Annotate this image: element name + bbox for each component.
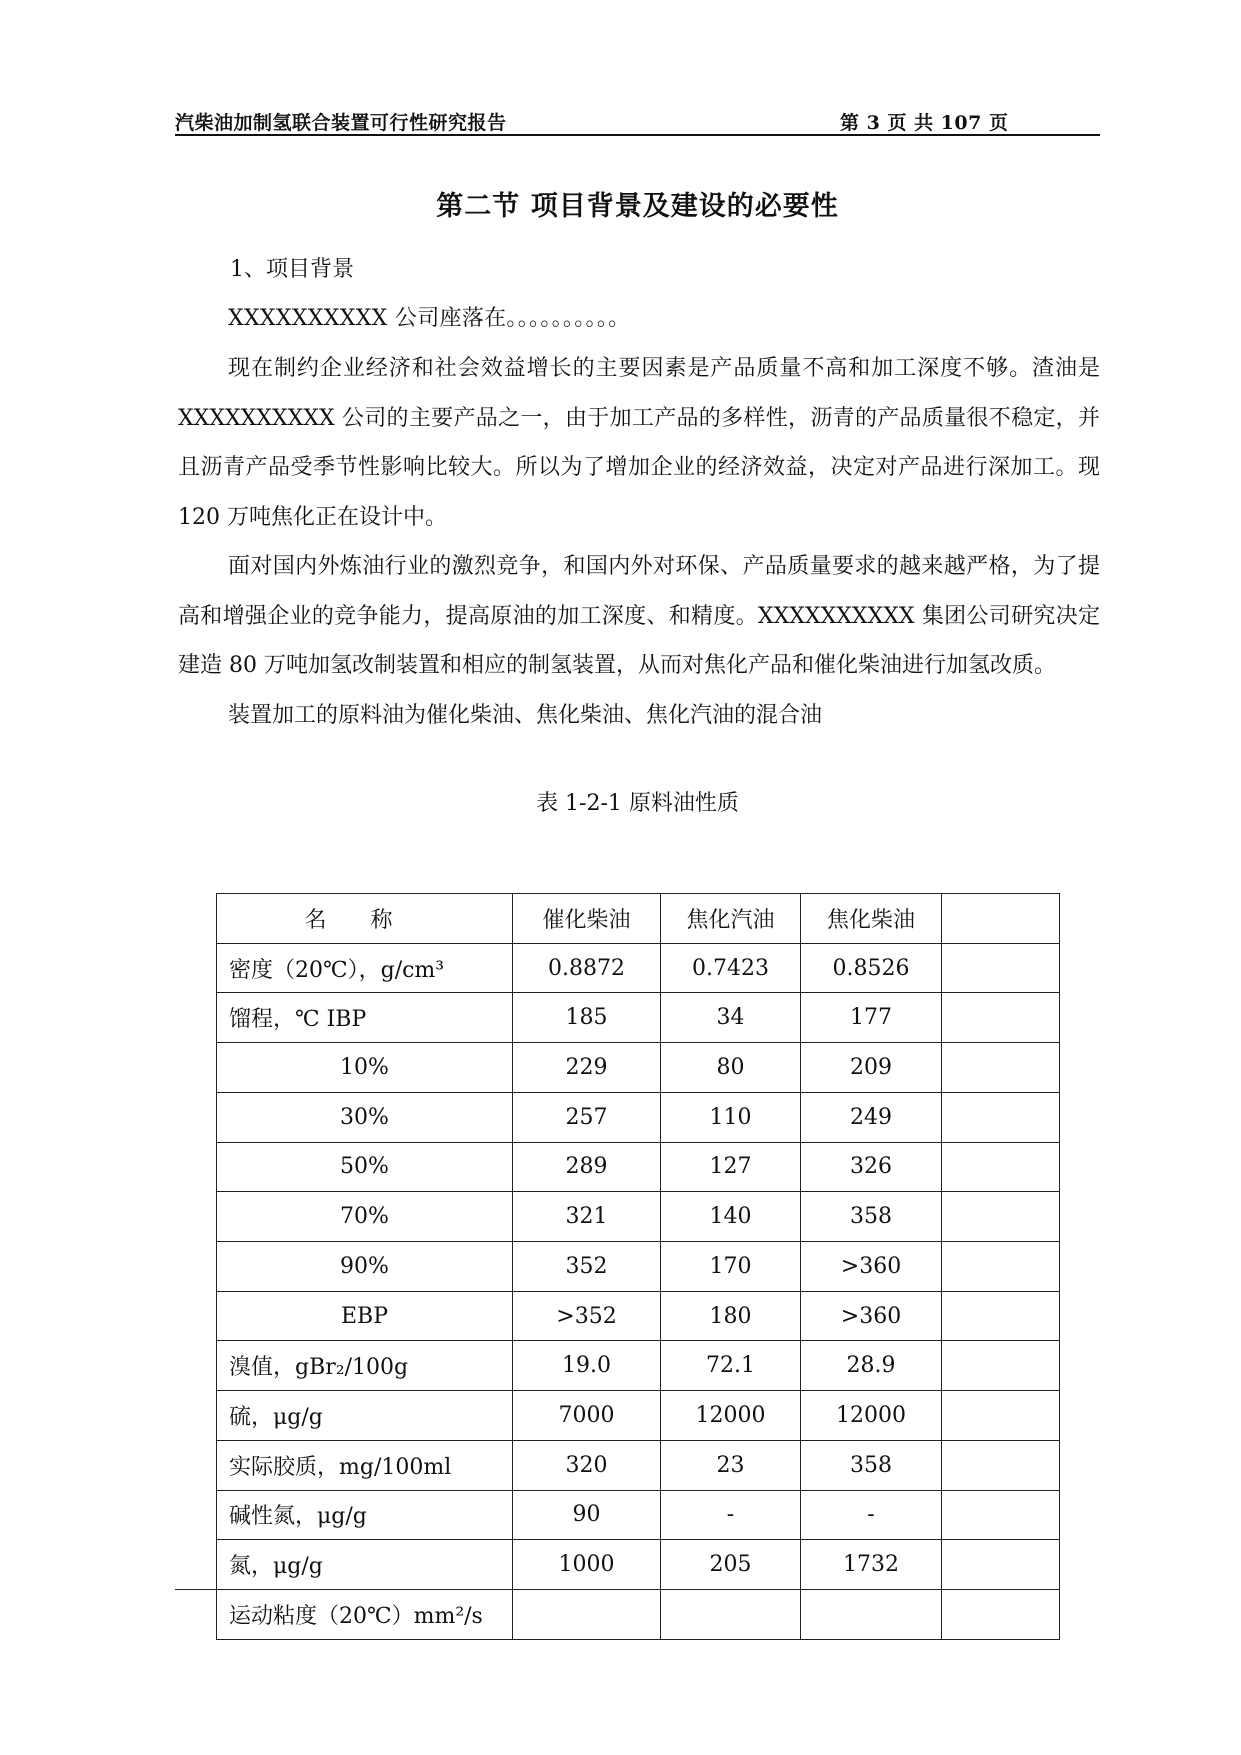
value-cell: 80 [661, 1043, 801, 1093]
value-cell: 0.8526 [801, 943, 942, 993]
value-cell: >360 [801, 1242, 942, 1292]
page-header [175, 104, 1100, 136]
paragraph-2: 面对国内外炼油行业的激烈竞争，和国内外对环保、产品质量要求的越来越严格，为了提高和增强企业的竞争能力，提高原油的加工深度、和精度。XXXXXXXXXX 集团公司研究决定建造 80 万吨加氢改制装置和相应的制氢装置，从而对焦化产品和催化柴油进行加氢改质。 [178, 554, 1100, 678]
table-caption: 表 1-2-1 原料油性质 [536, 791, 739, 816]
value-cell: 140 [661, 1192, 801, 1242]
value-cell [513, 1590, 661, 1640]
table-header-row [217, 894, 1060, 944]
value-cell [942, 1092, 1060, 1142]
header-cell: 焦化柴油 [801, 894, 942, 944]
value-cell [942, 1043, 1060, 1093]
table-row [217, 1391, 1060, 1441]
value-cell: 320 [513, 1440, 661, 1490]
value-cell [942, 1391, 1060, 1441]
table-row [217, 993, 1060, 1043]
property-name-cell: 硫，μg/g [217, 1391, 513, 1441]
value-cell: 352 [513, 1242, 661, 1292]
property-name-cell: 碱性氮，μg/g [217, 1490, 513, 1540]
property-name-cell: 90% [217, 1242, 513, 1292]
page-number: 第 3 页 共 107 页 [840, 112, 1009, 134]
property-name-cell: 馏程，℃ IBP [217, 993, 513, 1043]
value-cell: 90 [513, 1490, 661, 1540]
value-cell: 326 [801, 1142, 942, 1192]
value-cell [942, 1341, 1060, 1391]
value-cell [942, 1590, 1060, 1640]
paragraph-3: 装置加工的原料油为催化柴油、焦化柴油、焦化汽油的混合油 [228, 702, 823, 728]
value-cell [661, 1590, 801, 1640]
value-cell: >360 [801, 1291, 942, 1341]
value-cell: 127 [661, 1142, 801, 1192]
table-row [217, 1242, 1060, 1292]
value-cell: 0.8872 [513, 943, 661, 993]
table-row [217, 1490, 1060, 1540]
value-cell: - [661, 1490, 801, 1540]
value-cell: 209 [801, 1043, 942, 1093]
value-cell: 19.0 [513, 1341, 661, 1391]
value-cell: 110 [661, 1092, 801, 1142]
value-cell: 28.9 [801, 1341, 942, 1391]
value-cell: 229 [513, 1043, 661, 1093]
property-name-cell: 70% [217, 1192, 513, 1242]
header-cell: 催化柴油 [513, 894, 661, 944]
section-title: 第二节 项目背景及建设的必要性 [436, 191, 839, 222]
paragraph-1: 现在制约企业经济和社会效益增长的主要因素是产品质量不高和加工深度不够。渣油是 XXXXXXXXXX 公司的主要产品之一，由于加工产品的多样性，沥青的产品质量很不稳定，并且沥青产品受季节性影响比较大。所以为了增加企业的经济效益，决定对产品进行深加工。现 120 万吨焦化正在设计中。 [178, 356, 1100, 530]
value-cell [942, 993, 1060, 1043]
table-row [217, 1440, 1060, 1490]
page-footer-rule [175, 1589, 1060, 1590]
value-cell [942, 1192, 1060, 1242]
value-cell: 12000 [801, 1391, 942, 1441]
table-row [217, 1043, 1060, 1093]
value-cell [942, 1242, 1060, 1292]
value-cell: 1000 [513, 1540, 661, 1590]
property-name-cell: EBP [217, 1291, 513, 1341]
property-name-cell: 50% [217, 1142, 513, 1192]
feedstock-properties-table [216, 893, 1060, 1640]
value-cell [801, 1590, 942, 1640]
table-row [217, 1341, 1060, 1391]
value-cell: 289 [513, 1142, 661, 1192]
value-cell: 321 [513, 1192, 661, 1242]
header-cell: 焦化汽油 [661, 894, 801, 944]
property-name-cell: 溴值，gBr₂/100g [217, 1341, 513, 1391]
value-cell: 34 [661, 993, 801, 1043]
value-cell [942, 1142, 1060, 1192]
value-cell: 7000 [513, 1391, 661, 1441]
subsection-heading: 1、项目背景 [230, 257, 354, 282]
value-cell [942, 1440, 1060, 1490]
value-cell [942, 1490, 1060, 1540]
property-name-cell: 运动粘度（20℃）mm²/s [217, 1590, 513, 1640]
table-row [217, 1192, 1060, 1242]
value-cell: >352 [513, 1291, 661, 1341]
property-name-cell: 30% [217, 1092, 513, 1142]
value-cell: 205 [661, 1540, 801, 1590]
value-cell: 177 [801, 993, 942, 1043]
value-cell [942, 943, 1060, 993]
value-cell: 257 [513, 1092, 661, 1142]
property-name-cell: 10% [217, 1043, 513, 1093]
value-cell: 23 [661, 1440, 801, 1490]
body-text [178, 344, 1100, 740]
intro-line: XXXXXXXXXX 公司座落在。。。。。。。。。。 [228, 306, 631, 331]
value-cell: 249 [801, 1092, 942, 1142]
header-cell [942, 894, 1060, 944]
property-name-cell: 氮，μg/g [217, 1540, 513, 1590]
property-name-cell: 实际胶质，mg/100ml [217, 1440, 513, 1490]
property-name-cell: 密度（20℃），g/cm³ [217, 943, 513, 993]
value-cell: 180 [661, 1291, 801, 1341]
value-cell: - [801, 1490, 942, 1540]
report-title: 汽柴油加制氢联合装置可行性研究报告 [175, 112, 507, 134]
value-cell: 358 [801, 1192, 942, 1242]
value-cell [942, 1540, 1060, 1590]
table-row [217, 1092, 1060, 1142]
table-row [217, 1590, 1060, 1640]
value-cell: 358 [801, 1440, 942, 1490]
table-row [217, 943, 1060, 993]
table-row [217, 1142, 1060, 1192]
value-cell: 170 [661, 1242, 801, 1292]
value-cell: 72.1 [661, 1341, 801, 1391]
value-cell: 1732 [801, 1540, 942, 1590]
value-cell: 0.7423 [661, 943, 801, 993]
table-row [217, 1291, 1060, 1341]
table-row [217, 1540, 1060, 1590]
value-cell [942, 1291, 1060, 1341]
header-cell: 名称 [217, 894, 513, 944]
value-cell: 185 [513, 993, 661, 1043]
value-cell: 12000 [661, 1391, 801, 1441]
